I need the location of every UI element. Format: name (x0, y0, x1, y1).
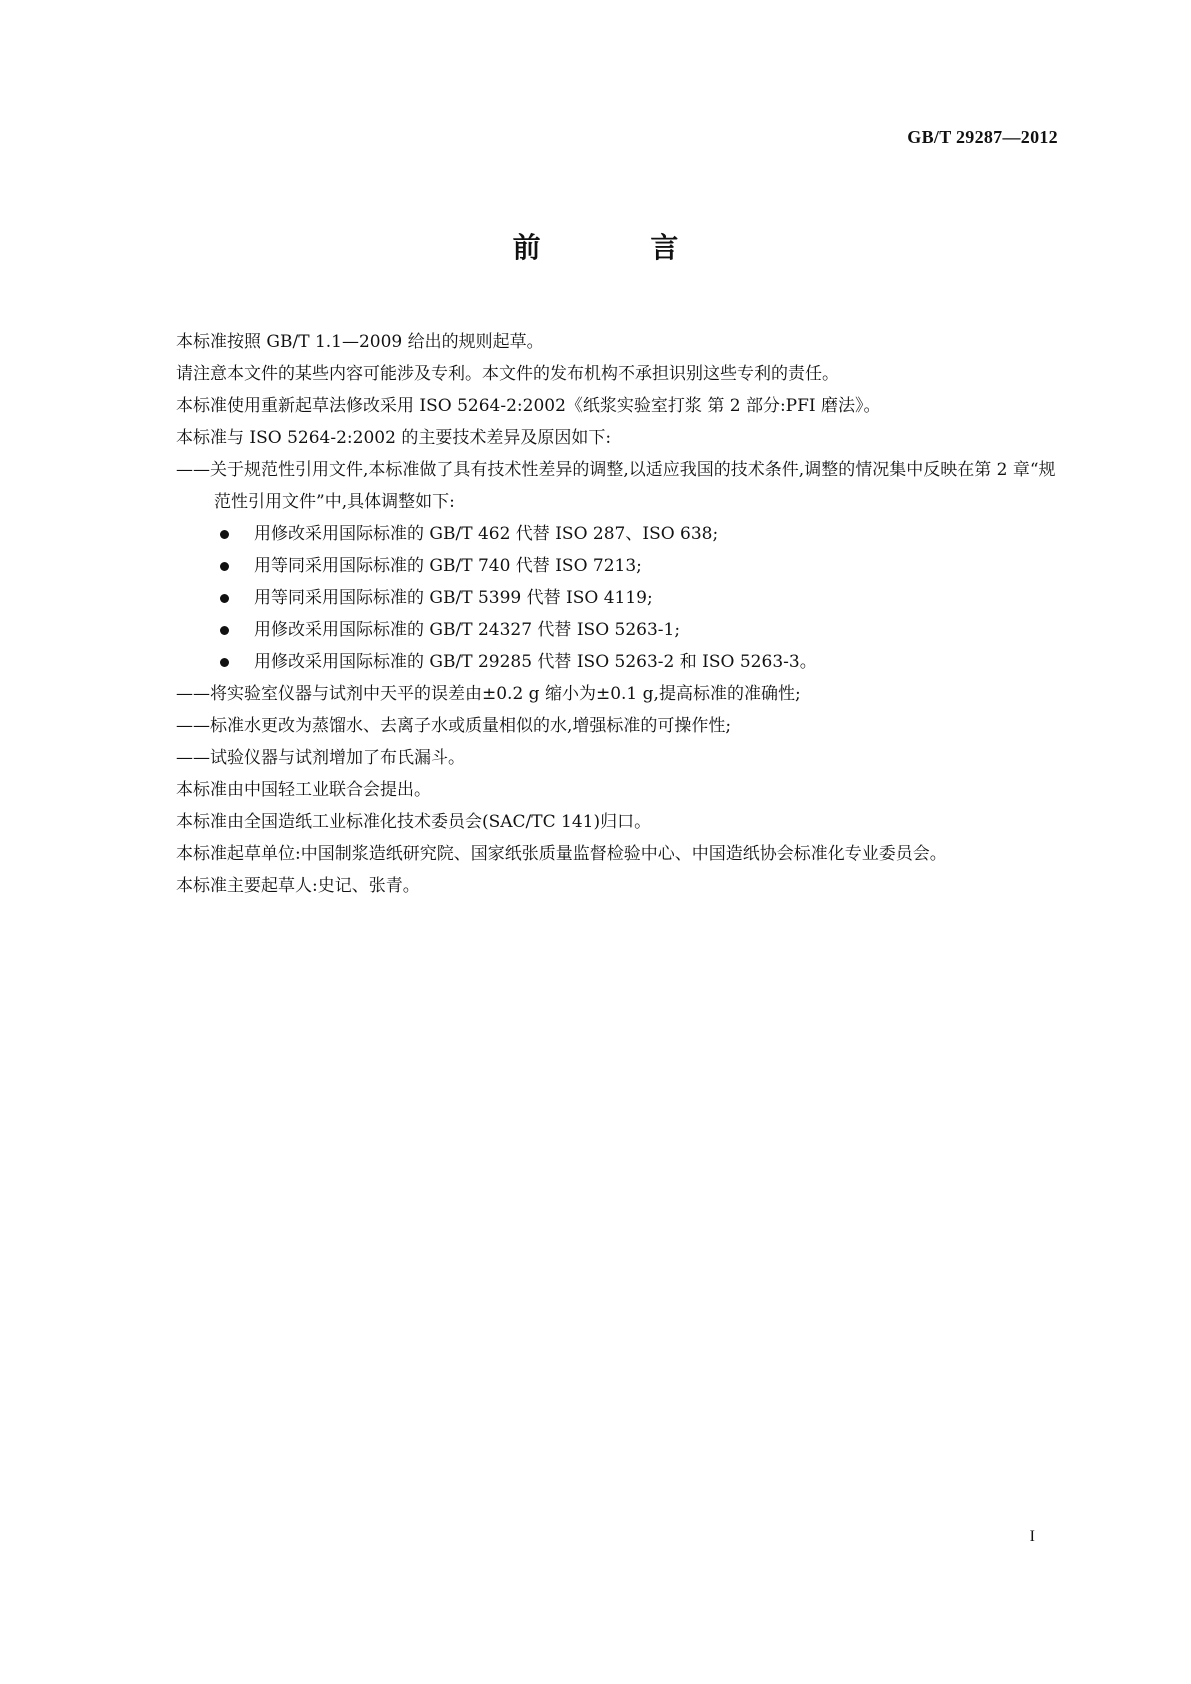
list-item-text: 用等同采用国际标准的 GB/T 5399 代替 ISO 4119; (254, 588, 653, 608)
paragraph-differences-intro: 本标准与 ISO 5264-2:2002 的主要技术差异及原因如下: (176, 428, 612, 448)
page-number: I (1029, 1528, 1035, 1545)
list-item-text: 用修改采用国际标准的 GB/T 462 代替 ISO 287、ISO 638; (254, 524, 719, 544)
difference-item-buchner-funnel: ——试验仪器与试剂增加了布氏漏斗。 (176, 748, 465, 768)
paragraph-drafters: 本标准主要起草人:史记、张青。 (176, 876, 420, 896)
difference-item-normative-references: ——关于规范性引用文件,本标准做了具有技术性差异的调整,以适应我国的技术条件,调整的情况集中反映在第 2 章“规范性引用文件”中,具体调整如下: (176, 460, 1056, 512)
list-item-text: 用修改采用国际标准的 GB/T 29285 代替 ISO 5263-2 和 ISO 5263-3。 (254, 652, 817, 672)
paragraph-drafting-units: 本标准起草单位:中国制浆造纸研究院、国家纸张质量监督检验中心、中国造纸协会标准化专业委员会。 (176, 844, 947, 864)
difference-item-balance-error: ——将实验室仪器与试剂中天平的误差由±0.2 g 缩小为±0.1 g,提高标准的准确性; (176, 684, 801, 704)
bullet-icon (220, 594, 229, 603)
paragraph-patent-notice: 请注意本文件的某些内容可能涉及专利。本文件的发布机构不承担识别这些专利的责任。 (176, 364, 839, 384)
difference-item-standard-water: ——标准水更改为蒸馏水、去离子水或质量相似的水,增强标准的可操作性; (176, 716, 732, 736)
bullet-icon (220, 530, 229, 539)
list-item (130, 614, 1060, 646)
standard-code: GB/T 29287—2012 (907, 127, 1058, 147)
list-item (130, 518, 1060, 550)
bullet-icon (220, 626, 229, 635)
paragraph-technical-committee: 本标准由全国造纸工业标准化技术委员会(SAC/TC 141)归口。 (176, 812, 652, 832)
page-title: 前 言 (512, 231, 729, 264)
bullet-icon (220, 562, 229, 571)
paragraph-proposer: 本标准由中国轻工业联合会提出。 (176, 780, 431, 800)
list-item (130, 550, 1060, 582)
list-item (130, 582, 1060, 614)
list-item (130, 646, 1060, 678)
list-item-text: 用等同采用国际标准的 GB/T 740 代替 ISO 7213; (254, 556, 642, 576)
list-item-text: 用修改采用国际标准的 GB/T 24327 代替 ISO 5263-1; (254, 620, 681, 640)
bullet-icon (220, 658, 229, 667)
foreword-body (130, 326, 1060, 902)
paragraph-adoption-method: 本标准使用重新起草法修改采用 ISO 5264-2:2002《纸浆实验室打浆 第 2 部分:PFI 磨法》。 (176, 396, 881, 416)
paragraph-drafting-rules: 本标准按照 GB/T 1.1—2009 给出的规则起草。 (176, 332, 544, 352)
